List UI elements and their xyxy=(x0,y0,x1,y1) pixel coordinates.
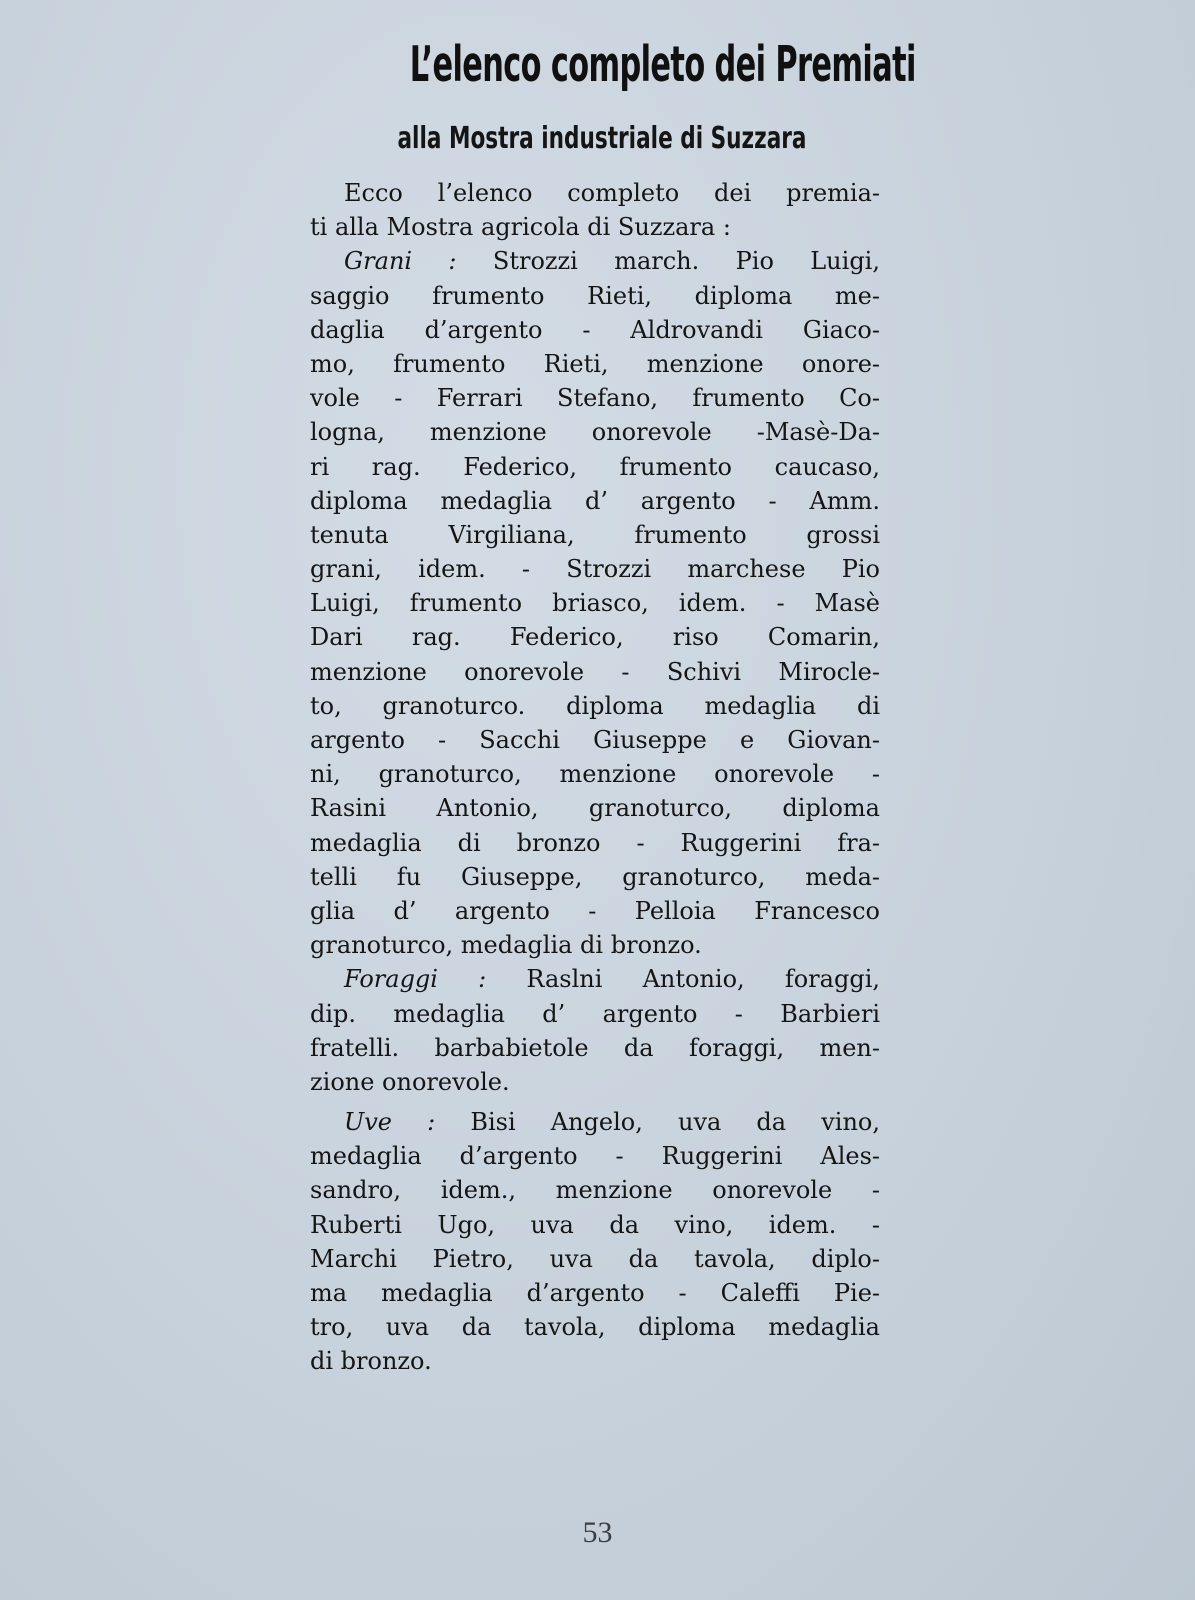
section-first-line xyxy=(310,244,880,278)
text-line: daglia d’argento - Aldrovandi Giaco- xyxy=(310,315,880,344)
text-line: saggio frumento Rieti, diploma me- xyxy=(310,281,880,310)
text-line: glia d’ argento - Pelloia Francesco xyxy=(310,896,880,925)
text-line: menzione onorevole - Schivi Mirocle- xyxy=(310,657,880,686)
text-line: tro, uva da tavola, diploma medaglia xyxy=(310,1313,880,1342)
category-label: Uve : xyxy=(344,1108,436,1137)
text-line: to, granoturco. diploma medaglia di xyxy=(310,691,880,720)
section-first-line-text: Bisi Angelo, uva da vino, xyxy=(435,1108,881,1137)
page-number: 53 xyxy=(582,1516,613,1549)
category-label: Foraggi : xyxy=(344,965,487,994)
text-line-last: di bronzo. xyxy=(310,1347,432,1376)
text-line: logna, menzione onorevole -Masè-Da- xyxy=(310,418,880,447)
text-line: Ruberti Ugo, uva da vino, idem. - xyxy=(310,1210,880,1239)
text-line: ma medaglia d’argento - Caleffi Pie- xyxy=(310,1279,880,1307)
text-line-last: zione onorevole. xyxy=(310,1067,510,1096)
section-foraggi xyxy=(310,962,912,1099)
text-line: medaglia di bronzo - Ruggerini fra- xyxy=(310,828,880,857)
text-line: diploma medaglia d’ argento - Amm. xyxy=(310,486,880,515)
category-label: Grani : xyxy=(344,247,457,276)
section-first-line xyxy=(310,1105,880,1139)
text-line: Luigi, frumento briasco, idem. - Masè xyxy=(310,589,880,618)
text-line: Marchi Pietro, uva da tavola, diplo- xyxy=(310,1244,880,1273)
text-line: tenuta Virgiliana, frumento grossi xyxy=(310,520,880,549)
text-line: ri rag. Federico, frumento caucaso, xyxy=(310,452,880,481)
text-line: telli fu Giuseppe, granoturco, meda- xyxy=(310,862,880,891)
article-body xyxy=(292,176,912,1379)
text-line: dip. medaglia d’ argento - Barbieri xyxy=(310,999,880,1028)
newspaper-clipping xyxy=(292,22,916,1379)
section-first-line-text: Strozzi march. Pio Luigi, xyxy=(456,247,880,276)
section-uve xyxy=(310,1105,912,1379)
text-line: argento - Sacchi Giuseppe e Giovan- xyxy=(310,726,880,754)
text-line: Rasini Antonio, granoturco, diploma xyxy=(310,794,880,823)
text-line: mo, frumento Rieti, menzione onore- xyxy=(310,349,880,378)
section-first-line-text: Raslni Antonio, foraggi, xyxy=(486,965,880,994)
text-line: ni, granoturco, menzione onorevole - xyxy=(310,760,880,789)
headline: L’elenco completo dei Premiati xyxy=(409,36,916,93)
text-line: vole - Ferrari Stefano, frumento Co- xyxy=(310,384,880,413)
section-grani xyxy=(310,244,912,962)
section-first-line xyxy=(310,962,880,996)
text-line: Dari rag. Federico, riso Comarin, xyxy=(310,623,880,652)
text-line: sandro, idem., menzione onorevole - xyxy=(310,1176,880,1205)
text-line: grani, idem. - Strozzi marchese Pio xyxy=(310,555,880,584)
intro-line: Ecco l’elenco completo dei premia- xyxy=(344,179,880,207)
intro-line: ti alla Mostra agricola di Suzzara : xyxy=(310,213,731,242)
text-line-last: granoturco, medaglia di bronzo. xyxy=(310,931,702,960)
text-line: medaglia d’argento - Ruggerini Ales- xyxy=(310,1142,880,1171)
subheadline: alla Mostra industriale di Suzzara xyxy=(397,121,807,156)
text-line: fratelli. barbabietole da foraggi, men- xyxy=(310,1033,880,1062)
